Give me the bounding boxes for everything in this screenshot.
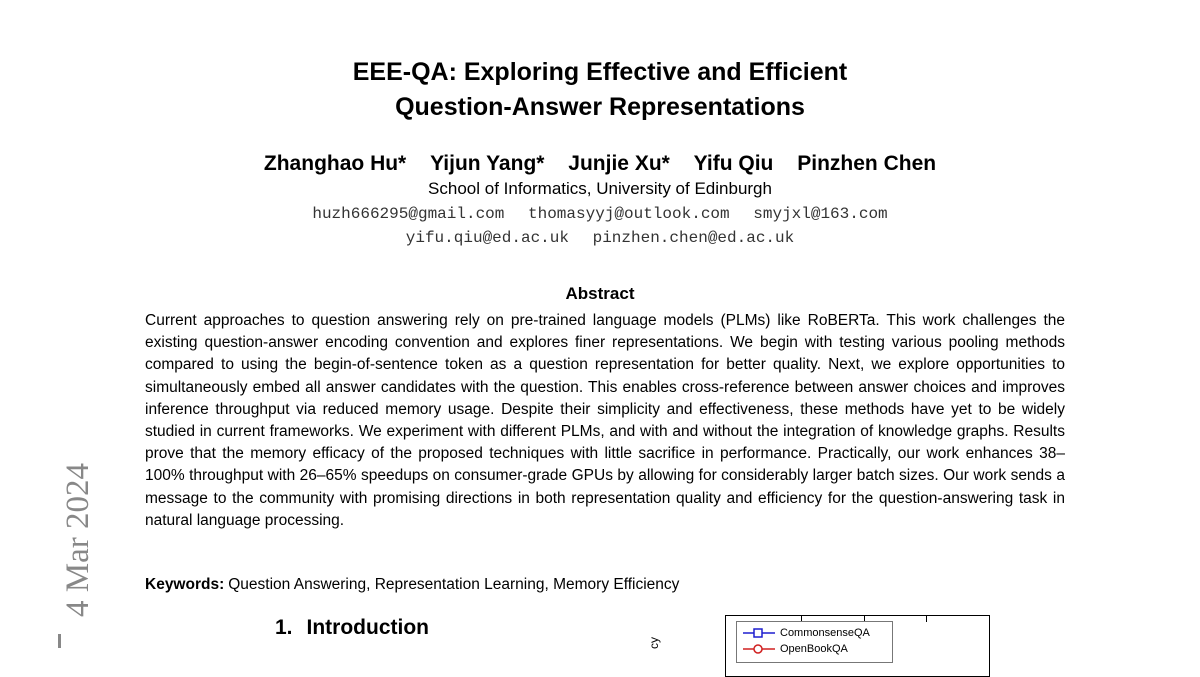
- email-list: [0, 202, 1200, 250]
- abstract-text: Current approaches to question answering rely on pre-trained language models (PLMs) like RoBERTa. This work challenges the existing question-answer encoding convention and explores finer representations. We begin with testing various pooling methods compared to using the begin-of-sentence token as a question representation for better quality. Next, we explore opportunities to simultaneously embed all answer candidates with the question. This enables cross-reference between answer choices and improves inference throughput via reduced memory usage. Despite their simplicity and effectiveness, these methods have yet to be widely studied in current frameworks. We experiment with different PLMs, and with and without the integration of knowledge graphs. Results prove that the memory efficacy of the proposed techniques with little sacrifice in performance. Practically, our work enhances 38–100% throughput with 26–65% speedups on consumer-grade GPUs by allowing for considerably larger batch sizes. Our work sends a message to the community with promising directions in both representation quality and efficiency for the question-answering task in natural language processing.: [145, 312, 1065, 529]
- email-line: [0, 202, 1200, 226]
- square-marker-icon: [741, 627, 777, 639]
- author-name: Yijun Yang*: [430, 152, 545, 175]
- title-line-1: EEE-QA: Exploring Effective and Efficient: [352, 58, 848, 86]
- author-email: smyjxl@163.com: [753, 205, 888, 223]
- title-line-2: Question-Answer Representations: [395, 93, 805, 121]
- section-title: Introduction: [306, 616, 429, 639]
- email-line: [0, 226, 1200, 250]
- arxiv-stamp-bracket: [58, 634, 61, 648]
- keywords-label: Keywords:: [145, 576, 225, 593]
- author-name: Zhanghao Hu*: [263, 152, 407, 175]
- abstract-heading: Abstract: [565, 284, 635, 303]
- author-name: Yifu Qiu: [693, 152, 774, 175]
- keywords-line: [145, 574, 679, 596]
- x-axis-tick: [926, 616, 927, 622]
- legend-label: CommonsenseQA: [780, 627, 870, 639]
- circle-marker-icon: [741, 643, 777, 655]
- author-email: yifu.qiu@ed.ac.uk: [405, 229, 569, 247]
- arxiv-side-stamp: 4 Mar 2024: [60, 463, 96, 617]
- figure-legend: [736, 621, 893, 663]
- author-list: [0, 150, 1200, 178]
- legend-label: OpenBookQA: [780, 643, 848, 655]
- section-heading: [275, 614, 429, 642]
- section-number: 1.: [275, 616, 293, 639]
- affiliation: School of Informatics, University of Edinburgh: [428, 179, 772, 198]
- author-name: Pinzhen Chen: [797, 152, 937, 175]
- keywords-text: Question Answering, Representation Learning, Memory Efficiency: [228, 576, 680, 593]
- author-email: pinzhen.chen@ed.ac.uk: [592, 229, 795, 247]
- author-email: thomasyyj@outlook.com: [527, 205, 730, 223]
- legend-entry: [741, 625, 870, 641]
- author-email: huzh666295@gmail.com: [312, 205, 505, 223]
- legend-entry: [741, 641, 848, 657]
- author-name: Junjie Xu*: [568, 152, 670, 175]
- figure-ylabel-fragment: cy: [647, 637, 661, 649]
- paper-title: [0, 55, 1200, 125]
